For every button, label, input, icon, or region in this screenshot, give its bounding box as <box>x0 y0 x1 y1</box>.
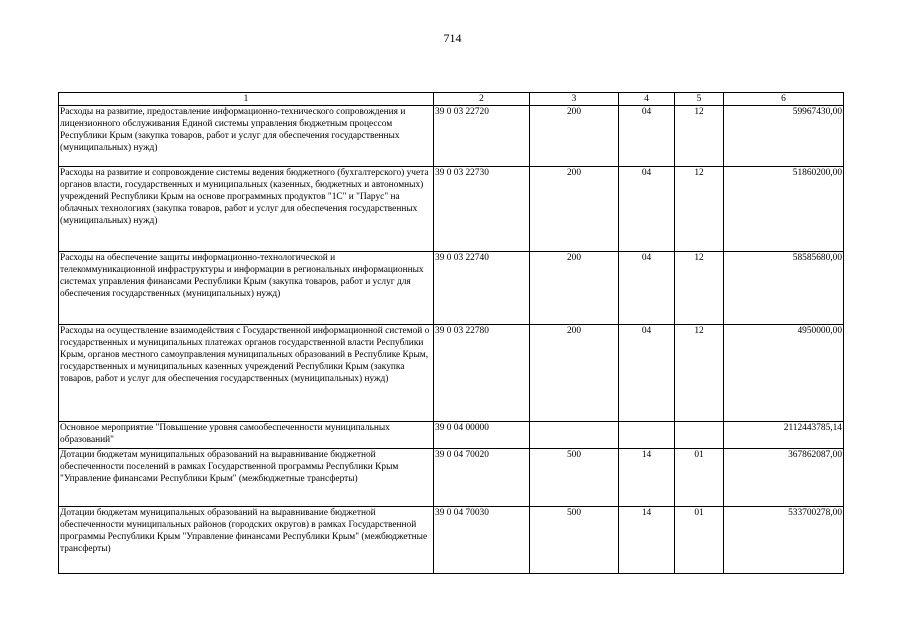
row-description: Основное мероприятие "Повышение уровня самообеспеченности муниципальных образований" <box>59 422 434 449</box>
row-amount: 58585680,00 <box>724 252 844 325</box>
row-amount: 367862087,00 <box>724 449 844 507</box>
row-expense-type: 200 <box>530 325 619 422</box>
row-expense-type: 200 <box>530 106 619 167</box>
row-expense-type: 200 <box>530 167 619 252</box>
row-subsection: 01 <box>675 449 724 507</box>
table-header-row <box>59 93 844 106</box>
row-subsection <box>675 422 724 449</box>
row-subsection: 01 <box>675 507 724 574</box>
row-section: 04 <box>619 325 675 422</box>
table-row <box>59 422 844 449</box>
column-header: 4 <box>619 93 675 106</box>
row-amount: 533700278,00 <box>724 507 844 574</box>
row-target-code: 39 0 03 22740 <box>434 252 530 325</box>
row-section: 04 <box>619 106 675 167</box>
row-description: Расходы на осуществление взаимодействия с Государственной информационной системой о государственных и муниципальных платежах органов государственной власти Республики Крым, органов местного самоуправления муниципальных образований в Республике Крым, государственных и муниципальных казенных учреждений Республики Крым (закупка товаров, работ и услуг для обеспечения государственных (муниципальных) нужд) <box>59 325 434 422</box>
row-target-code: 39 0 03 22730 <box>434 167 530 252</box>
row-section: 04 <box>619 252 675 325</box>
row-expense-type: 200 <box>530 252 619 325</box>
row-amount: 51860200,00 <box>724 167 844 252</box>
table-row <box>59 252 844 325</box>
row-expense-type <box>530 422 619 449</box>
table-row <box>59 106 844 167</box>
row-target-code: 39 0 04 00000 <box>434 422 530 449</box>
row-subsection: 12 <box>675 106 724 167</box>
column-header: 5 <box>675 93 724 106</box>
column-header: 3 <box>530 93 619 106</box>
row-description: Расходы на развитие, предоставление информационно-технического сопровождения и лицензионного обслуживания Единой системы управления бюджетным процессом Республики Крым (закупка товаров, работ и услуг для обеспечения государственных (муниципальных) нужд) <box>59 106 434 167</box>
row-description: Расходы на обеспечение защиты информационно-технологической и телекоммуникационной инфраструктуры и информации в региональных информационных системах управления финансами Республики Крым (закупка товаров, работ и услуг для обеспечения государственных (муниципальных) нужд) <box>59 252 434 325</box>
row-description: Расходы на развитие и сопровождение системы ведения бюджетного (бухгалтерского) учета органов власти, государственных и муниципальных (казенных, бюджетных и автономных) учреждений Республики Крым на основе программных продуктов "1С" и "Парус" на облачных технологиях (закупка товаров, работ и услуг для обеспечения государственных (муниципальных) нужд) <box>59 167 434 252</box>
table-row <box>59 325 844 422</box>
row-amount: 2112443785,14 <box>724 422 844 449</box>
column-header: 1 <box>59 93 434 106</box>
row-expense-type: 500 <box>530 449 619 507</box>
row-amount: 4950000,00 <box>724 325 844 422</box>
row-section: 14 <box>619 507 675 574</box>
column-header: 6 <box>724 93 844 106</box>
column-header: 2 <box>434 93 530 106</box>
table-row <box>59 167 844 252</box>
table-row <box>59 507 844 574</box>
row-subsection: 12 <box>675 252 724 325</box>
row-description: Дотации бюджетам муниципальных образований на выравнивание бюджетной обеспеченности поселений в рамках Государственной программы Республики Крым "Управление финансами Республики Крым" (межбюджетные трансферты) <box>59 449 434 507</box>
budget-table <box>58 92 844 574</box>
row-target-code: 39 0 04 70030 <box>434 507 530 574</box>
row-amount: 59967430,00 <box>724 106 844 167</box>
row-target-code: 39 0 04 70020 <box>434 449 530 507</box>
row-section <box>619 422 675 449</box>
table-row <box>59 449 844 507</box>
row-subsection: 12 <box>675 167 724 252</box>
row-section: 04 <box>619 167 675 252</box>
row-section: 14 <box>619 449 675 507</box>
row-description: Дотации бюджетам муниципальных образований на выравнивание бюджетной обеспеченности муниципальных районов (городских округов) в рамках Государственной программы Республики Крым "Управление финансами Республики Крым" (межбюджетные трансферты) <box>59 507 434 574</box>
row-target-code: 39 0 03 22780 <box>434 325 530 422</box>
row-expense-type: 500 <box>530 507 619 574</box>
page-number: 714 <box>443 31 462 45</box>
row-target-code: 39 0 03 22720 <box>434 106 530 167</box>
row-subsection: 12 <box>675 325 724 422</box>
